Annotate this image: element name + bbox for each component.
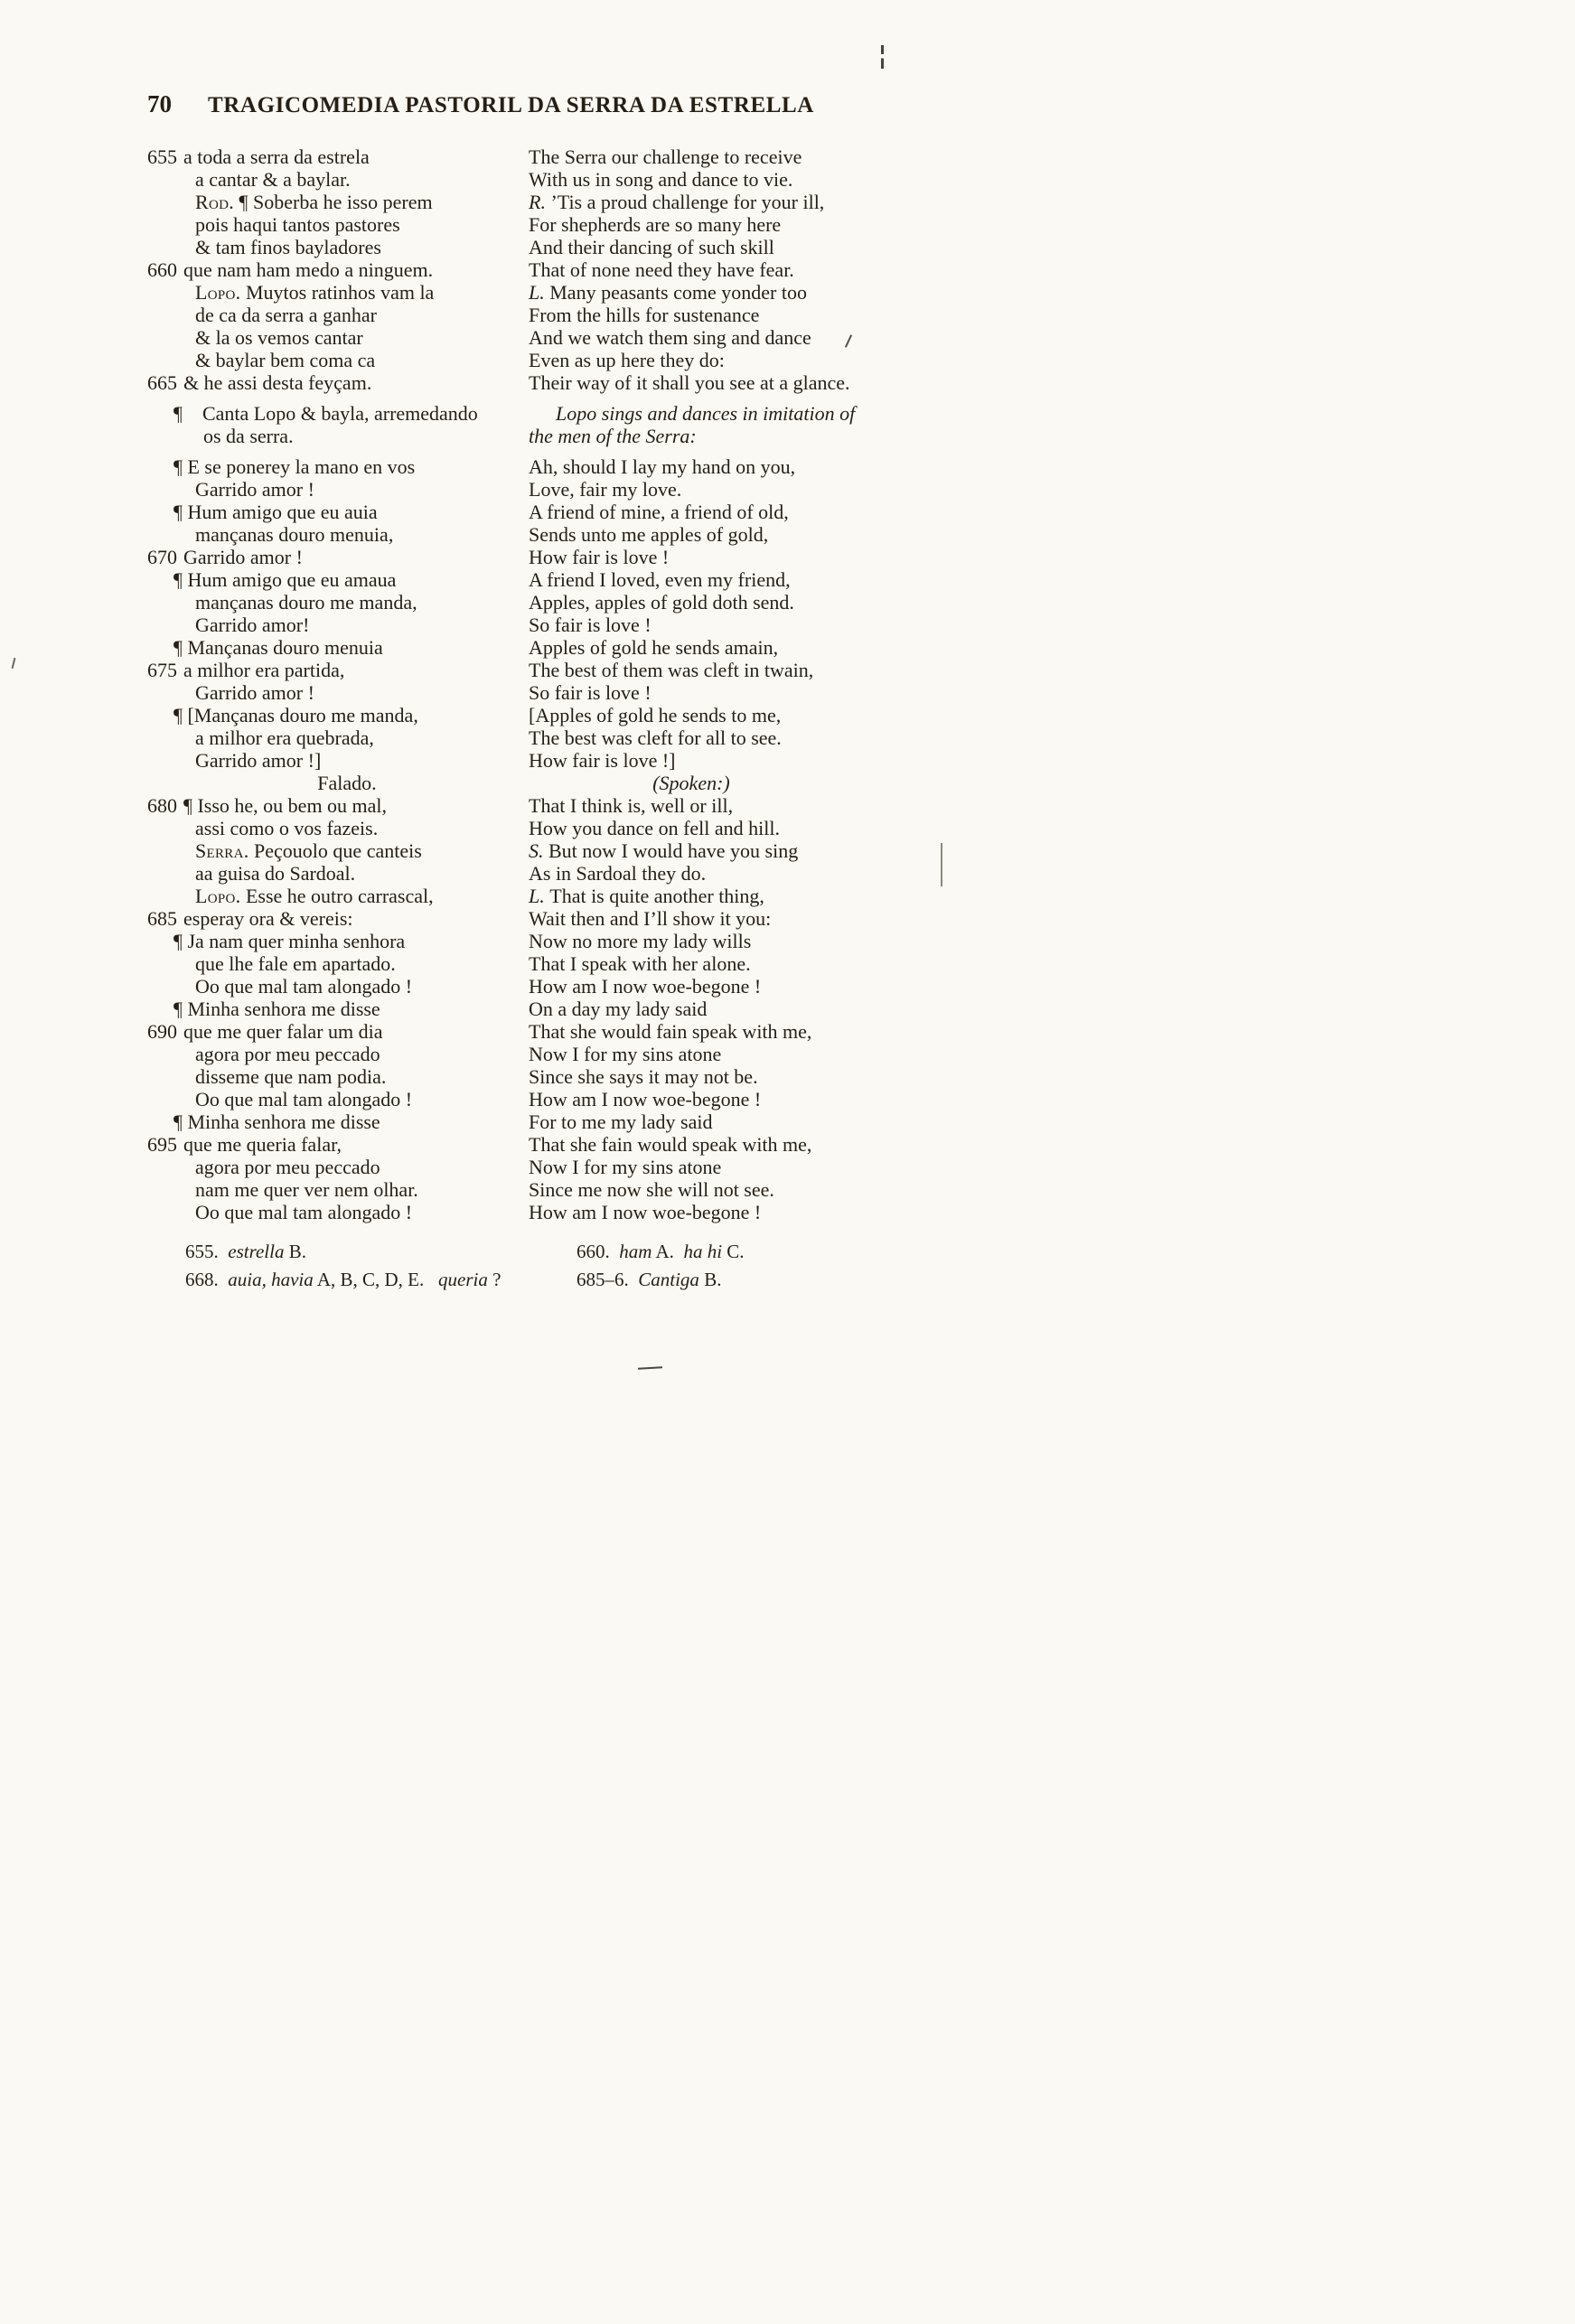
verse-text: That I speak with her alone.	[529, 952, 751, 975]
verse-text: ¶ [Mançanas douro me manda,	[173, 704, 418, 726]
verse-line	[147, 258, 529, 281]
verse-text: Even as up here they do:	[529, 349, 725, 371]
verse-text: Serra. Peçouolo que canteis	[195, 839, 422, 862]
verse-line	[529, 1020, 926, 1043]
verse-line	[147, 568, 529, 591]
verse-text: Garrido amor !	[195, 681, 314, 704]
verse-line	[529, 1065, 926, 1088]
verse-text: ¶ Isso he, ou bem ou mal,	[183, 794, 388, 817]
line-number	[147, 281, 183, 304]
verse-line	[147, 326, 529, 349]
verse-line	[147, 772, 529, 794]
line-number	[147, 591, 183, 614]
verse-text: Oo que mal tam alongado !	[195, 1088, 413, 1110]
verse-line	[147, 501, 529, 523]
verse-line	[147, 304, 529, 326]
verse-text: How am I now woe-begone !	[529, 1088, 762, 1110]
verse-line	[147, 749, 529, 772]
verse-text: And we watch them sing and dance	[529, 326, 811, 349]
verse-text: Lopo sings and dances in imitation of	[556, 402, 856, 425]
verse-line	[147, 930, 529, 952]
verse-line	[529, 636, 926, 659]
speaker-label: Lopo.	[195, 885, 241, 907]
verse-text: Now no more my lady wills	[529, 930, 752, 952]
verse-line	[529, 1178, 926, 1201]
verse-line	[529, 907, 926, 930]
verse-line	[529, 614, 926, 636]
page-number: 70	[147, 90, 172, 117]
verse-line	[147, 1110, 529, 1133]
verse-line	[529, 817, 926, 839]
line-number	[147, 614, 183, 636]
verse-text: que me quer falar um dia	[183, 1020, 383, 1043]
speaker-label: Rod.	[195, 191, 235, 213]
verse-line	[529, 1133, 926, 1156]
verse-text: A friend I loved, even my friend,	[529, 568, 791, 591]
verse-text: For shepherds are so many here	[529, 213, 782, 236]
verse-line	[529, 546, 926, 568]
verse-text: How you dance on fell and hill.	[529, 817, 780, 839]
verse-text: How fair is love !	[529, 546, 670, 568]
verse-line	[529, 930, 926, 952]
verse-text: que me queria falar,	[183, 1133, 342, 1156]
verse-line	[147, 952, 529, 975]
verse-text: ¶ Canta Lopo & bayla, arremedando	[173, 402, 478, 425]
page-title: TRAGICOMEDIA PASTORIL DA SERRA DA ESTRELLA	[208, 93, 814, 117]
book-page	[147, 90, 961, 1294]
footnote-line	[577, 1266, 745, 1294]
line-number	[147, 349, 183, 371]
verse-line	[147, 145, 529, 168]
verse-text: assi como o vos fazeis.	[195, 817, 379, 839]
verse-line	[147, 281, 529, 304]
verse-line	[147, 1178, 529, 1201]
verse-text: That I think is, well or ill,	[529, 794, 734, 817]
verse-line	[147, 455, 529, 478]
verse-text: Now I for my sins atone	[529, 1043, 722, 1065]
verse-text: Now I for my sins atone	[529, 1156, 722, 1178]
verse-line	[529, 478, 926, 501]
verse-text: That she fain would speak with me,	[529, 1133, 812, 1156]
line-number	[147, 1201, 183, 1223]
verse-line	[529, 659, 926, 681]
verse-text: Garrido amor !	[195, 478, 314, 501]
verse-line	[529, 349, 926, 371]
verse-text: & tam finos bayladores	[195, 236, 381, 258]
speaker-label: Serra.	[195, 839, 249, 862]
verse-text: Apples of gold he sends amain,	[529, 636, 779, 659]
verse-text: So fair is love !	[529, 681, 652, 704]
verse-text: L. Many peasants come yonder too	[529, 281, 807, 304]
verse-line	[529, 1156, 926, 1178]
verse-text: With us in song and dance to vie.	[529, 168, 793, 191]
verse-line	[529, 455, 926, 478]
scan-artifact	[638, 1366, 662, 1369]
line-number	[147, 1088, 183, 1110]
verse-text: Sends unto me apples of gold,	[529, 523, 769, 546]
footnote-variant-reading: ha hi	[683, 1241, 723, 1262]
verse-text: Love, fair my love.	[529, 478, 682, 501]
speaker-label: L.	[529, 885, 545, 907]
verse-line	[147, 817, 529, 839]
verse-text: ¶ Minha senhora me disse	[173, 998, 380, 1020]
verse-text: Wait then and I’ll show it you:	[529, 907, 772, 930]
verse-text: agora por meu peccado	[195, 1156, 380, 1178]
line-number	[147, 1156, 183, 1178]
line-number	[147, 213, 183, 236]
line-number	[147, 168, 183, 191]
verse-text: os da serra.	[203, 425, 294, 447]
verse-text: (Spoken:)	[652, 772, 730, 794]
line-number: 670	[147, 546, 177, 568]
verse-line	[147, 1020, 529, 1043]
verse-text: ¶ Hum amigo que eu amaua	[173, 568, 397, 591]
line-number	[147, 885, 183, 907]
line-number	[147, 304, 183, 326]
verse-line	[147, 1065, 529, 1088]
verse-line	[147, 704, 529, 726]
verse-line	[529, 704, 926, 726]
verse-text: That of none need they have fear.	[529, 258, 794, 281]
verse-line	[529, 681, 926, 704]
line-number	[147, 862, 183, 885]
verse-text: Lopo. Esse he outro carrascal,	[195, 885, 434, 907]
verse-text: ¶ Ja nam quer minha senhora	[173, 930, 406, 952]
line-number: 660	[147, 258, 177, 281]
verse-line	[147, 191, 529, 213]
verse-line	[147, 862, 529, 885]
verse-line	[147, 1201, 529, 1223]
footnote-text: A, B, C, D, E.	[313, 1269, 439, 1290]
line-number	[147, 1178, 183, 1201]
footnote-variant-reading: Cantiga	[638, 1269, 699, 1290]
verse-text: From the hills for sustenance	[529, 304, 760, 326]
verse-line	[529, 794, 926, 817]
speaker-label: S.	[529, 839, 544, 862]
scan-artifact	[881, 45, 884, 69]
verse-text: mançanas douro menuia,	[195, 523, 394, 546]
verse-line	[147, 402, 529, 425]
line-number: 675	[147, 659, 177, 681]
verse-line	[529, 998, 926, 1020]
line-number	[147, 681, 183, 704]
verse-line	[147, 523, 529, 546]
verse-text: aa guisa do Sardoal.	[195, 862, 356, 885]
verse-line	[529, 523, 926, 546]
verse-text: How am I now woe-begone !	[529, 975, 762, 998]
verse-text: & baylar bem coma ca	[195, 349, 376, 371]
line-number: 665	[147, 371, 177, 394]
verse-text: ¶ Mançanas douro menuia	[173, 636, 383, 659]
verse-line	[529, 501, 926, 523]
verse-line	[147, 659, 529, 681]
footnotes-right	[577, 1238, 745, 1294]
portuguese-column	[147, 145, 529, 1223]
verse-line	[529, 326, 926, 349]
line-number	[147, 236, 183, 258]
verse-line	[529, 1043, 926, 1065]
verse-text: Their way of it shall you see at a glance.	[529, 371, 850, 394]
verse-text: & he assi desta feyçam.	[183, 371, 372, 394]
footnote-variant-reading: queria	[438, 1269, 488, 1290]
english-column	[529, 145, 926, 1223]
verse-text: ¶ E se ponerey la mano en vos	[173, 455, 416, 478]
footnote-text: 685–6.	[577, 1269, 639, 1290]
speaker-label: R.	[529, 191, 546, 213]
line-number	[147, 326, 183, 349]
verse-text: Since me now she will not see.	[529, 1178, 774, 1201]
verse-text: mançanas douro me manda,	[195, 591, 417, 614]
verse-line	[529, 772, 926, 794]
verse-text: R. ’Tis a proud challenge for your ill,	[529, 191, 825, 213]
verse-line	[147, 213, 529, 236]
verse-text: ¶ Minha senhora me disse	[173, 1110, 380, 1133]
verse-line	[529, 749, 926, 772]
line-number	[147, 523, 183, 546]
verse-line	[529, 568, 926, 591]
verse-text: How am I now woe-begone !	[529, 1201, 762, 1223]
footnote-text: A.	[652, 1241, 684, 1262]
verse-line	[529, 862, 926, 885]
verse-line	[529, 975, 926, 998]
verse-text: disseme que nam podia.	[195, 1065, 387, 1088]
verse-text: Garrido amor!	[195, 614, 310, 636]
verse-line	[529, 591, 926, 614]
line-number	[147, 839, 183, 862]
verse-line	[147, 975, 529, 998]
verse-text: de ca da serra a ganhar	[195, 304, 377, 326]
verse-line	[529, 1110, 926, 1133]
verse-text: Falado.	[317, 772, 377, 794]
verse-line	[147, 1156, 529, 1178]
verse-text: esperay ora & vereis:	[183, 907, 353, 930]
footnote-variant-reading: ham	[619, 1241, 652, 1262]
footnote-text: 660.	[577, 1241, 620, 1262]
verse-line	[147, 726, 529, 749]
line-number: 695	[147, 1133, 177, 1156]
verse-line	[147, 1133, 529, 1156]
verse-text: agora por meu peccado	[195, 1043, 380, 1065]
verse-text: Since she says it may not be.	[529, 1065, 758, 1088]
verse-line	[529, 213, 926, 236]
verse-text: L. That is quite another thing,	[529, 885, 764, 907]
line-number	[147, 1065, 183, 1088]
line-number	[147, 425, 183, 447]
verse-text: That she would fain speak with me,	[529, 1020, 812, 1043]
verse-line	[147, 1088, 529, 1110]
verse-line	[529, 304, 926, 326]
line-number	[147, 772, 183, 794]
verse-text: nam me quer ver nem olhar.	[195, 1178, 418, 1201]
verse-line	[529, 236, 926, 258]
verse-line	[147, 478, 529, 501]
verse-line	[147, 794, 529, 817]
verse-text: Ah, should I lay my hand on you,	[529, 455, 796, 478]
verse-text: The Serra our challenge to receive	[529, 145, 802, 168]
footnote-variant-reading: auia, havia	[228, 1269, 314, 1290]
footnote-line	[185, 1266, 577, 1294]
verse-line	[529, 281, 926, 304]
parallel-text	[147, 145, 961, 1223]
footnote-line	[185, 1238, 577, 1266]
verse-text: que lhe fale em apartado.	[195, 952, 396, 975]
verse-line	[529, 371, 926, 394]
footnote-variant-reading: estrella	[228, 1241, 285, 1262]
verse-text: & la os vemos cantar	[195, 326, 363, 349]
footnotes-left	[147, 1238, 577, 1294]
verse-line	[147, 614, 529, 636]
verse-text: Garrido amor !	[183, 546, 303, 568]
verse-text: que nam ham medo a ninguem.	[183, 258, 434, 281]
verse-text: So fair is love !	[529, 614, 652, 636]
verse-line	[529, 402, 926, 425]
line-number	[147, 817, 183, 839]
verse-text: Garrido amor !]	[195, 749, 322, 772]
verse-line	[147, 546, 529, 568]
line-number	[147, 478, 183, 501]
verse-line	[147, 168, 529, 191]
line-number: 690	[147, 1020, 177, 1043]
verse-line	[147, 1043, 529, 1065]
line-number	[147, 975, 183, 998]
verse-line	[529, 425, 926, 447]
line-number	[147, 952, 183, 975]
footnote-text: ?	[487, 1269, 502, 1290]
verse-line	[529, 145, 926, 168]
verse-line	[147, 591, 529, 614]
verse-text: the men of the Serra:	[529, 425, 697, 447]
line-number	[147, 749, 183, 772]
verse-text: The best of them was cleft in twain,	[529, 659, 814, 681]
verse-line	[147, 998, 529, 1020]
verse-text: [Apples of gold he sends to me,	[529, 704, 782, 726]
verse-text: And their dancing of such skill	[529, 236, 774, 258]
page-header	[147, 90, 961, 118]
verse-text: ¶ Hum amigo que eu auia	[173, 501, 378, 523]
verse-text: Oo que mal tam alongado !	[195, 1201, 413, 1223]
verse-line	[529, 1088, 926, 1110]
verse-text: pois haqui tantos pastores	[195, 213, 400, 236]
footnote-line	[577, 1238, 745, 1266]
verse-line	[529, 168, 926, 191]
verse-line	[529, 1201, 926, 1223]
footnote-text: 668.	[185, 1269, 229, 1290]
footnotes	[147, 1238, 961, 1294]
verse-line	[147, 839, 529, 862]
verse-line	[147, 371, 529, 394]
verse-line	[147, 349, 529, 371]
verse-text: S. But now I would have you sing	[529, 839, 799, 862]
line-number	[147, 1043, 183, 1065]
verse-text: Rod. ¶ Soberba he isso perem	[195, 191, 433, 213]
footnote-text: B.	[284, 1241, 306, 1262]
scan-artifact	[12, 658, 16, 669]
scan-artifact	[941, 843, 942, 886]
verse-line	[529, 885, 926, 907]
line-number	[147, 191, 183, 213]
line-number	[147, 726, 183, 749]
verse-line	[529, 191, 926, 213]
verse-line	[147, 636, 529, 659]
verse-text: Oo que mal tam alongado !	[195, 975, 413, 998]
line-number: 655	[147, 145, 177, 168]
footnote-text: C.	[722, 1241, 745, 1262]
verse-line	[529, 952, 926, 975]
verse-line	[529, 726, 926, 749]
verse-line	[147, 907, 529, 930]
line-number: 680	[147, 794, 177, 817]
verse-line	[147, 425, 529, 447]
verse-text: How fair is love !]	[529, 749, 676, 772]
speaker-label: Lopo.	[195, 281, 241, 304]
footnote-text: B.	[698, 1269, 722, 1290]
footnote-text: 655.	[185, 1241, 229, 1262]
verse-line	[529, 839, 926, 862]
verse-line	[147, 885, 529, 907]
verse-text: Lopo. Muytos ratinhos vam la	[195, 281, 435, 304]
verse-text: Apples, apples of gold doth send.	[529, 591, 794, 614]
verse-text: The best was cleft for all to see.	[529, 726, 782, 749]
verse-text: a cantar & a baylar.	[195, 168, 351, 191]
verse-text: As in Sardoal they do.	[529, 862, 707, 885]
verse-line	[147, 681, 529, 704]
verse-text: a milhor era quebrada,	[195, 726, 374, 749]
verse-text: a toda a serra da estrela	[183, 145, 370, 168]
verse-line	[147, 236, 529, 258]
speaker-label: L.	[529, 281, 545, 304]
verse-line	[529, 258, 926, 281]
verse-text: For to me my lady said	[529, 1110, 713, 1133]
line-number: 685	[147, 907, 177, 930]
verse-text: a milhor era partida,	[183, 659, 345, 681]
verse-text: On a day my lady said	[529, 998, 708, 1020]
verse-text: A friend of mine, a friend of old,	[529, 501, 789, 523]
